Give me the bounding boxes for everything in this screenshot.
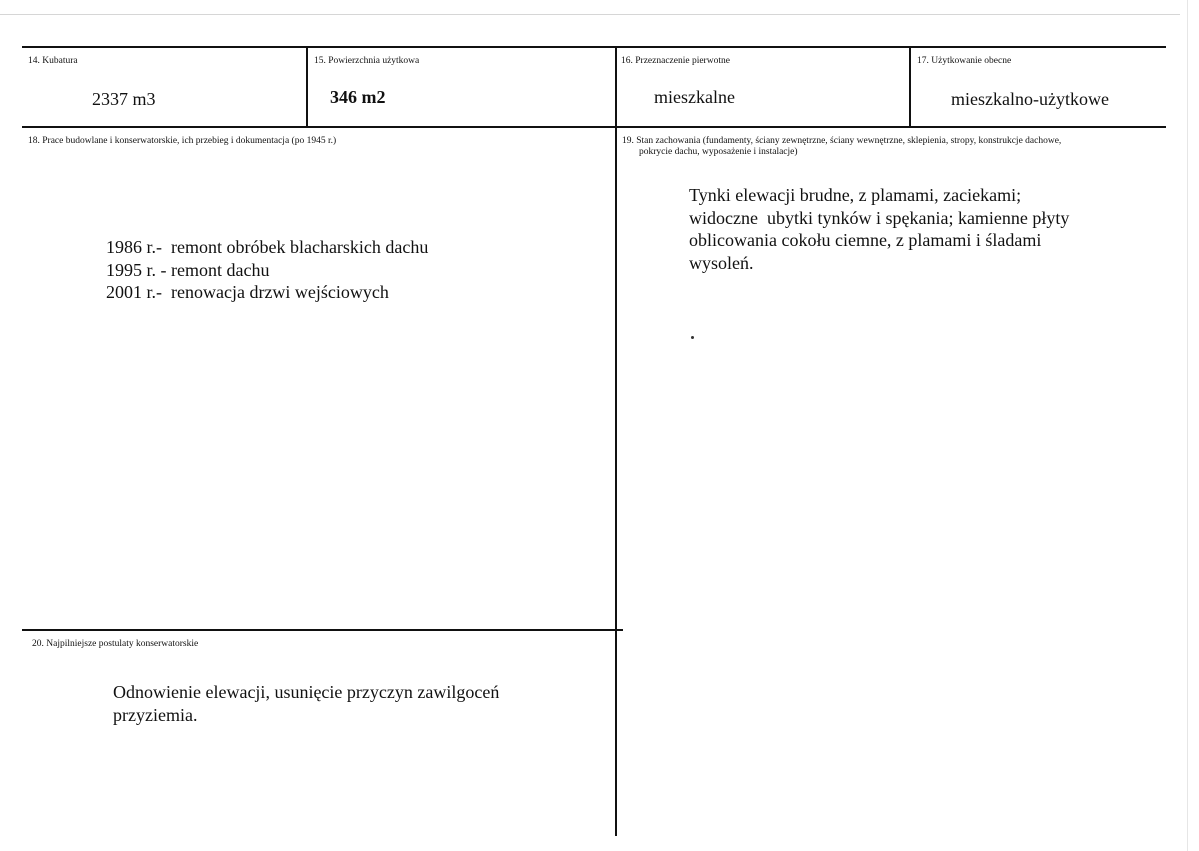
stan-label-line2: pokrycie dachu, wyposażenie i instalacje) bbox=[639, 147, 798, 157]
section-20-top-rule bbox=[22, 629, 623, 631]
prace-line: 1986 r.- remont obróbek blacharskich dachu bbox=[106, 237, 429, 257]
postulaty-text bbox=[113, 681, 499, 726]
row1-divider-1 bbox=[306, 46, 308, 128]
prace-text bbox=[106, 236, 428, 304]
przeznaczenie-value: mieszkalne bbox=[654, 87, 735, 107]
top-rule bbox=[22, 46, 1166, 48]
prace-label: 18. Prace budowlane i konserwatorskie, ich przebieg i dokumentacja (po 1945 r.) bbox=[28, 136, 337, 146]
prace-line: 1995 r. - remont dachu bbox=[106, 259, 270, 280]
scan-edge-line bbox=[0, 14, 1180, 15]
powierzchnia-label: 15. Powierzchnia użytkowa bbox=[314, 56, 420, 66]
row1-bottom-rule bbox=[22, 126, 1166, 128]
center-divider bbox=[615, 46, 617, 836]
przeznaczenie-label: 16. Przeznaczenie pierwotne bbox=[621, 56, 730, 66]
stan-line: widoczne ubytki tynków i spękania; kamienne płyty bbox=[689, 207, 1070, 228]
stan-text bbox=[689, 184, 1069, 274]
postulaty-line: przyziemia. bbox=[113, 704, 198, 725]
postulaty-label: 20. Najpilniejsze postulaty konserwatorskie bbox=[32, 639, 199, 649]
stray-dot bbox=[691, 336, 694, 339]
stan-line: Tynki elewacji brudne, z plamami, zaciekami; bbox=[689, 185, 1022, 205]
powierzchnia-value: 346 m2 bbox=[330, 87, 386, 107]
uzytkowanie-value: mieszkalno-użytkowe bbox=[951, 89, 1109, 109]
row1-divider-3 bbox=[909, 46, 911, 128]
scan-edge-right bbox=[1187, 0, 1188, 851]
stan-line: oblicowania cokołu ciemne, z plamami i śladami bbox=[689, 230, 1042, 250]
kubatura-label: 14. Kubatura bbox=[28, 56, 78, 66]
postulaty-line: Odnowienie elewacji, usunięcie przyczyn zawilgoceń bbox=[113, 682, 500, 702]
stan-label-line1: 19. Stan zachowania (fundamenty, ściany zewnętrzne, ściany wewnętrzne, sklepienia, stropy, konstrukcje dachowe, bbox=[622, 136, 1062, 146]
uzytkowanie-label: 17. Użytkowanie obecne bbox=[917, 56, 1012, 66]
stan-line: wysoleń. bbox=[689, 252, 754, 273]
kubatura-value: 2337 m3 bbox=[92, 89, 156, 109]
prace-line: 2001 r.- renowacja drzwi wejściowych bbox=[106, 282, 389, 302]
